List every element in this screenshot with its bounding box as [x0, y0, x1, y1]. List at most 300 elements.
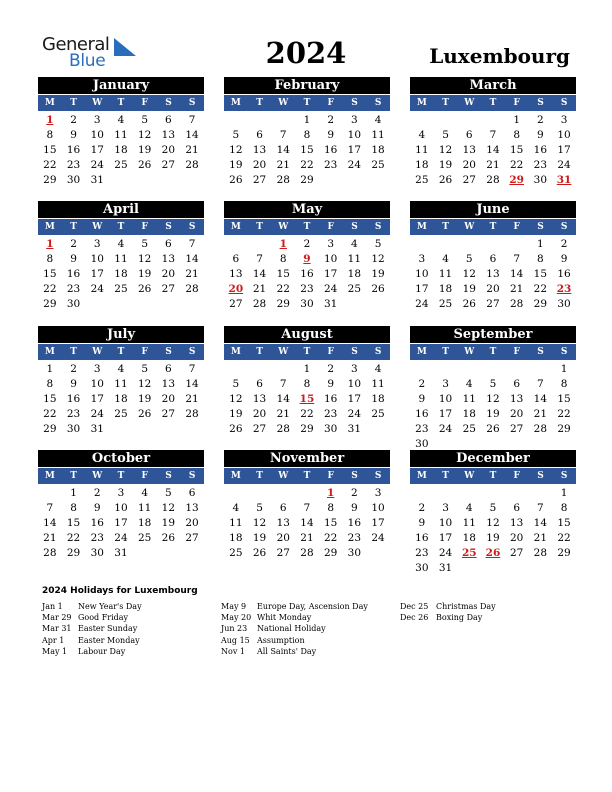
day-cell: 22	[43, 283, 57, 295]
weekday-label: W	[278, 471, 289, 481]
weekday-label: S	[165, 222, 172, 232]
day-cell: 24	[90, 283, 104, 295]
day-cell: 28	[533, 547, 548, 559]
day-cell: 7	[256, 253, 263, 265]
holiday-date: Nov 1	[221, 646, 245, 656]
day-cell: 30	[323, 423, 338, 435]
day-cell: 24	[90, 408, 104, 420]
weekday-label: S	[560, 471, 568, 481]
weekday-label: T	[117, 347, 125, 357]
empty-day-cell	[505, 237, 529, 252]
day-cell: 5	[442, 129, 449, 141]
empty-day-cell	[481, 113, 505, 128]
day-cell: 27	[252, 423, 267, 435]
day-cell: 13	[252, 144, 267, 156]
weekday-label: F	[513, 347, 520, 357]
day-cell: 10	[347, 378, 362, 390]
holiday-entry	[400, 601, 496, 612]
day-cell: 4	[117, 363, 125, 375]
day-cell: 20	[252, 408, 267, 420]
day-cell: 19	[252, 532, 267, 544]
day-cell: 13	[161, 378, 176, 390]
day-cell: 24	[415, 298, 429, 310]
day-cell: 26	[161, 532, 176, 544]
day-grid	[410, 486, 576, 576]
day-cell: 27	[509, 423, 524, 435]
day-cell: 28	[486, 174, 500, 186]
weekday-label: W	[464, 471, 475, 481]
day-cell: 7	[489, 129, 497, 141]
day-cell: 25	[137, 532, 152, 544]
day-cell: 9	[418, 393, 426, 405]
month-title: September	[410, 326, 576, 343]
day-cell: 22	[557, 408, 571, 420]
weekday-label: W	[92, 222, 103, 232]
weekday-label: S	[188, 222, 196, 232]
empty-day-cell	[410, 486, 434, 501]
day-cell: 24	[438, 547, 453, 559]
day-cell: 9	[351, 502, 358, 514]
weekday-label: F	[141, 98, 148, 108]
day-cell: 9	[560, 253, 568, 265]
weekday-label: T	[303, 222, 311, 232]
day-cell: 11	[438, 268, 453, 280]
day-cell: 13	[509, 393, 524, 405]
day-cell: 25	[371, 159, 385, 171]
day-cell: 29	[43, 174, 57, 186]
day-cell: 25	[438, 298, 453, 310]
day-cell: 25	[347, 283, 362, 295]
day-cell: 11	[114, 378, 128, 390]
day-cell: 10	[557, 129, 571, 141]
weekday-label: F	[327, 98, 334, 108]
empty-day-cell	[410, 113, 434, 128]
day-cell: 27	[229, 298, 243, 310]
holiday-name: Labour Day	[78, 646, 126, 656]
day-cell: 22	[43, 408, 57, 420]
day-cell: 8	[46, 378, 54, 390]
day-cell: 4	[141, 487, 148, 499]
day-cell: 22	[43, 159, 57, 171]
day-cell: 13	[229, 268, 243, 280]
day-cell: 3	[418, 253, 426, 265]
day-cell: 31	[438, 562, 453, 574]
day-cell: 27	[276, 547, 290, 559]
holiday-entry	[221, 623, 368, 634]
day-grid	[38, 113, 204, 188]
day-cell: 6	[188, 487, 196, 499]
day-cell: 24	[347, 159, 362, 171]
day-cell: 16	[557, 268, 571, 280]
day-cell: 21	[185, 144, 199, 156]
holiday-date: Apr 1	[42, 635, 65, 645]
day-cell: 19	[486, 532, 500, 544]
day-cell: 3	[93, 238, 101, 250]
day-cell: 15	[300, 144, 314, 156]
day-cell: 17	[371, 517, 385, 529]
day-cell: 3	[327, 238, 334, 250]
holiday-day-cell: 1	[327, 487, 335, 499]
weekday-label: F	[513, 222, 520, 232]
weekday-label: T	[442, 222, 449, 232]
day-cell: 1	[303, 363, 311, 375]
holiday-entry	[42, 612, 142, 623]
day-cell: 26	[137, 408, 152, 420]
day-cell: 17	[90, 393, 104, 405]
empty-day-cell	[248, 486, 272, 501]
day-cell: 11	[371, 129, 385, 141]
holiday-date: May 20	[221, 613, 252, 623]
month-october	[38, 450, 204, 561]
weekday-label: S	[188, 98, 196, 108]
empty-day-cell	[248, 237, 272, 252]
month-july	[38, 326, 204, 437]
day-cell: 19	[486, 408, 500, 420]
day-cell: 14	[533, 517, 548, 529]
day-cell: 28	[43, 547, 57, 559]
day-cell: 11	[137, 502, 152, 514]
day-cell: 18	[462, 408, 476, 420]
weekday-label: T	[256, 347, 263, 357]
weekday-label: S	[537, 98, 544, 108]
day-cell: 12	[371, 253, 385, 265]
day-cell: 26	[229, 174, 243, 186]
day-cell: 31	[114, 547, 128, 559]
day-cell: 23	[323, 408, 338, 420]
weekday-label: T	[442, 98, 449, 108]
month-title: October	[38, 450, 204, 467]
day-cell: 28	[185, 408, 199, 420]
day-cell: 26	[252, 547, 267, 559]
weekday-label: T	[117, 471, 125, 481]
day-grid	[38, 362, 204, 437]
day-cell: 20	[252, 159, 267, 171]
day-cell: 20	[161, 393, 176, 405]
holiday-name: Good Friday	[78, 613, 129, 623]
holiday-name: Christmas Day	[436, 602, 496, 611]
weekday-header	[38, 218, 204, 235]
day-cell: 14	[252, 268, 267, 280]
day-cell: 19	[371, 268, 385, 280]
day-cell: 24	[371, 532, 385, 544]
empty-day-cell	[38, 486, 62, 501]
weekday-label: T	[489, 471, 497, 481]
day-cell: 5	[489, 378, 497, 390]
day-cell: 22	[509, 159, 524, 171]
day-cell: 3	[93, 363, 101, 375]
day-cell: 15	[43, 144, 57, 156]
day-cell: 16	[66, 144, 81, 156]
weekday-label: S	[351, 98, 358, 108]
weekday-label: T	[70, 347, 77, 357]
day-cell: 14	[276, 393, 290, 405]
weekday-label: T	[442, 347, 449, 357]
day-cell: 11	[415, 144, 429, 156]
day-cell: 15	[533, 268, 548, 280]
holiday-name: All Saints' Day	[257, 646, 317, 656]
empty-day-cell	[295, 486, 319, 501]
month-title: June	[410, 201, 576, 218]
day-cell: 31	[90, 174, 104, 186]
day-cell: 10	[347, 129, 362, 141]
day-cell: 11	[347, 253, 362, 265]
month-title: December	[410, 450, 576, 467]
day-cell: 15	[509, 144, 524, 156]
empty-day-cell	[505, 486, 529, 501]
day-cell: 28	[252, 298, 267, 310]
day-cell: 4	[374, 363, 382, 375]
weekday-label: T	[489, 222, 497, 232]
day-cell: 28	[276, 174, 290, 186]
weekday-label: T	[117, 222, 125, 232]
day-cell: 8	[70, 502, 77, 514]
day-cell: 25	[114, 408, 128, 420]
day-cell: 5	[165, 487, 172, 499]
weekday-label: T	[256, 222, 263, 232]
day-cell: 9	[70, 129, 77, 141]
day-cell: 10	[90, 378, 104, 390]
day-cell: 28	[533, 423, 548, 435]
weekday-label: F	[513, 471, 520, 481]
day-cell: 28	[300, 547, 314, 559]
weekday-label: S	[351, 471, 358, 481]
weekday-label: S	[374, 471, 382, 481]
day-cell: 16	[323, 393, 338, 405]
day-cell: 3	[374, 487, 382, 499]
day-cell: 21	[43, 532, 57, 544]
day-cell: 16	[415, 408, 429, 420]
day-cell: 16	[66, 393, 81, 405]
country-name: Luxembourg	[429, 44, 570, 68]
day-cell: 20	[161, 144, 176, 156]
day-cell: 15	[43, 268, 57, 280]
holiday-date: May 1	[42, 646, 68, 656]
empty-day-cell	[271, 486, 295, 501]
day-cell: 17	[438, 408, 453, 420]
day-cell: 26	[229, 423, 243, 435]
day-cell: 29	[533, 298, 548, 310]
day-cell: 12	[438, 144, 453, 156]
day-cell: 22	[300, 408, 314, 420]
day-cell: 25	[415, 174, 429, 186]
empty-day-cell	[224, 362, 248, 377]
day-cell: 11	[114, 129, 128, 141]
day-cell: 24	[438, 423, 453, 435]
day-cell: 6	[279, 502, 287, 514]
logo-text-blue: Blue	[69, 51, 106, 71]
day-cell: 9	[93, 502, 101, 514]
holiday-name: Europe Day, Ascension Day	[257, 602, 368, 611]
day-cell: 26	[486, 423, 500, 435]
empty-day-cell	[457, 113, 481, 128]
day-cell: 9	[418, 517, 426, 529]
day-cell: 17	[347, 144, 362, 156]
empty-day-cell	[457, 237, 481, 252]
day-cell: 24	[90, 159, 104, 171]
day-cell: 14	[533, 393, 548, 405]
weekday-label: T	[70, 222, 77, 232]
day-cell: 30	[415, 562, 429, 574]
day-cell: 17	[557, 144, 571, 156]
weekday-header	[38, 467, 204, 484]
weekday-label: T	[489, 98, 497, 108]
empty-day-cell	[457, 486, 481, 501]
day-cell: 12	[161, 502, 176, 514]
day-cell: 29	[300, 174, 314, 186]
day-cell: 22	[557, 532, 571, 544]
day-cell: 29	[276, 298, 290, 310]
day-cell: 9	[70, 378, 77, 390]
month-september	[410, 326, 576, 452]
empty-day-cell	[481, 486, 505, 501]
day-cell: 30	[533, 174, 548, 186]
day-cell: 30	[347, 547, 362, 559]
day-cell: 7	[537, 378, 544, 390]
day-cell: 18	[371, 144, 385, 156]
weekday-label: M	[416, 347, 427, 357]
holiday-day-cell: 31	[556, 174, 572, 186]
day-cell: 2	[327, 114, 334, 126]
day-cell: 26	[462, 298, 476, 310]
day-cell: 28	[185, 159, 199, 171]
weekday-header	[224, 218, 390, 235]
month-december	[410, 450, 576, 576]
day-cell: 12	[137, 253, 152, 265]
day-cell: 1	[560, 363, 568, 375]
day-cell: 7	[188, 238, 196, 250]
day-cell: 7	[188, 363, 196, 375]
day-cell: 17	[438, 532, 453, 544]
day-cell: 22	[276, 283, 290, 295]
day-cell: 21	[185, 268, 199, 280]
day-cell: 19	[462, 283, 476, 295]
day-cell: 2	[70, 363, 77, 375]
day-cell: 14	[509, 268, 524, 280]
day-cell: 26	[371, 283, 385, 295]
day-cell: 1	[537, 238, 544, 250]
day-cell: 20	[276, 532, 290, 544]
weekday-label: M	[230, 471, 241, 481]
day-cell: 8	[303, 129, 311, 141]
day-cell: 27	[509, 547, 524, 559]
month-title: April	[38, 201, 204, 218]
day-cell: 26	[137, 159, 152, 171]
weekday-label: T	[117, 98, 125, 108]
day-cell: 22	[300, 159, 314, 171]
day-cell: 7	[279, 378, 287, 390]
day-cell: 2	[418, 502, 426, 514]
day-cell: 30	[66, 298, 81, 310]
day-cell: 23	[347, 532, 362, 544]
holiday-entry	[221, 601, 368, 612]
day-cell: 30	[557, 298, 571, 310]
day-cell: 21	[252, 283, 267, 295]
holiday-day-cell: 9	[303, 253, 311, 265]
holiday-date: Aug 15	[221, 635, 250, 645]
day-cell: 13	[509, 517, 524, 529]
holiday-column	[400, 601, 496, 623]
day-cell: 14	[43, 517, 57, 529]
day-cell: 2	[93, 487, 101, 499]
day-grid	[224, 237, 390, 312]
day-cell: 12	[229, 393, 243, 405]
day-cell: 23	[66, 283, 81, 295]
holiday-name: New Year's Day	[78, 602, 142, 611]
day-cell: 9	[537, 129, 544, 141]
day-cell: 17	[347, 393, 362, 405]
weekday-label: F	[141, 471, 148, 481]
empty-day-cell	[481, 362, 505, 377]
day-cell: 18	[438, 283, 453, 295]
day-cell: 13	[276, 517, 290, 529]
day-cell: 27	[185, 532, 199, 544]
day-cell: 4	[374, 114, 382, 126]
day-cell: 7	[537, 502, 544, 514]
weekday-header	[410, 467, 576, 484]
holiday-date: Jun 23	[221, 624, 248, 634]
day-cell: 21	[533, 408, 548, 420]
empty-day-cell	[434, 237, 458, 252]
day-cell: 8	[560, 502, 568, 514]
weekday-header	[410, 343, 576, 360]
day-cell: 1	[303, 114, 311, 126]
holiday-entry	[221, 635, 368, 646]
day-cell: 5	[465, 253, 473, 265]
day-cell: 2	[560, 238, 568, 250]
day-cell: 8	[513, 129, 520, 141]
day-cell: 18	[347, 268, 362, 280]
day-cell: 29	[66, 547, 81, 559]
day-cell: 27	[462, 174, 476, 186]
holiday-name: Whit Monday	[257, 613, 312, 623]
month-march	[410, 77, 576, 188]
day-cell: 28	[185, 283, 199, 295]
day-cell: 12	[252, 517, 267, 529]
month-title: November	[224, 450, 390, 467]
weekday-label: W	[92, 347, 103, 357]
weekday-label: S	[374, 347, 382, 357]
weekday-label: T	[489, 347, 497, 357]
day-cell: 6	[165, 114, 172, 126]
weekday-label: T	[303, 347, 311, 357]
holiday-column	[221, 601, 368, 657]
weekday-label: M	[44, 98, 55, 108]
day-cell: 20	[161, 268, 176, 280]
weekday-label: W	[92, 98, 103, 108]
day-cell: 11	[229, 517, 243, 529]
day-cell: 29	[557, 547, 571, 559]
day-cell: 23	[323, 159, 338, 171]
day-cell: 25	[114, 159, 128, 171]
weekday-label: S	[165, 98, 172, 108]
day-cell: 5	[141, 363, 148, 375]
weekday-label: M	[44, 471, 55, 481]
weekday-label: F	[141, 347, 148, 357]
weekday-label: F	[327, 347, 334, 357]
day-cell: 14	[185, 253, 199, 265]
day-cell: 16	[347, 517, 362, 529]
day-cell: 1	[70, 487, 77, 499]
day-cell: 3	[93, 114, 101, 126]
day-cell: 30	[90, 547, 104, 559]
day-cell: 10	[90, 129, 104, 141]
day-cell: 15	[323, 517, 338, 529]
day-cell: 4	[117, 238, 125, 250]
holiday-day-cell: 1	[46, 238, 54, 250]
day-cell: 12	[486, 517, 500, 529]
day-cell: 5	[256, 502, 263, 514]
holiday-name: Assumption	[257, 635, 305, 645]
